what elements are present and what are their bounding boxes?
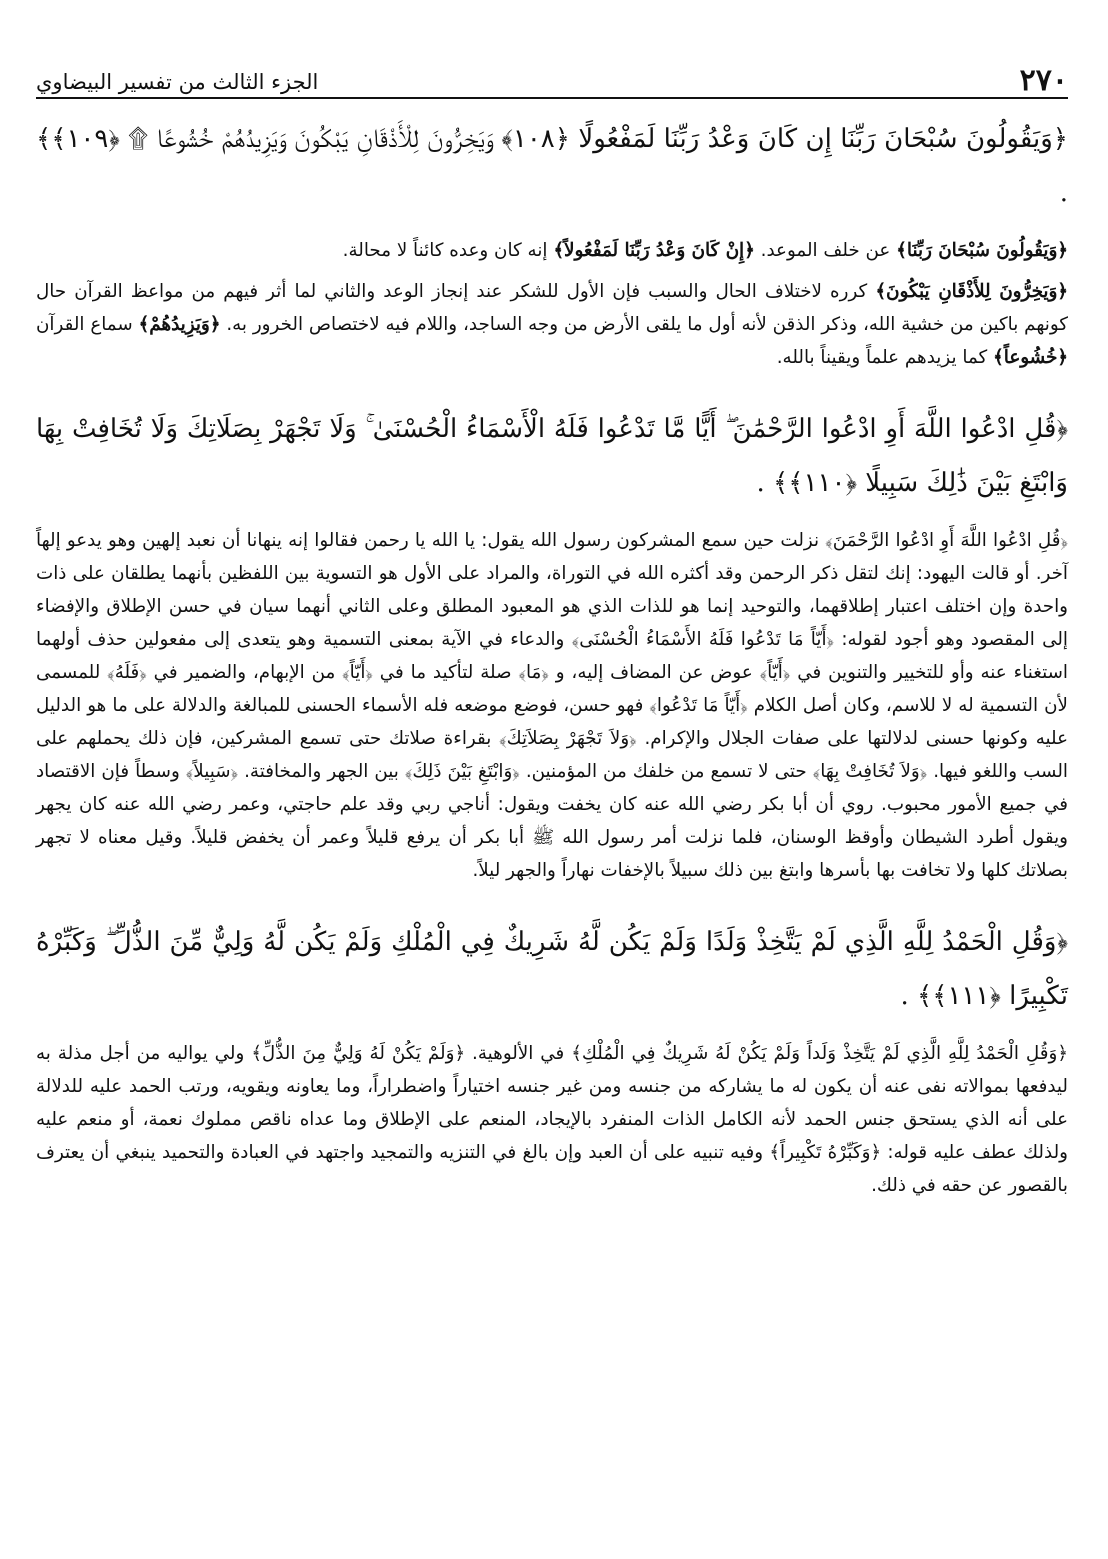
book-title: الجزء الثالث من تفسير البيضاوي <box>36 70 319 94</box>
commentary-paragraph <box>36 275 1068 374</box>
quoted-verse: ﴿وَيَزِيدُهُمْ﴾ <box>138 314 221 335</box>
commentary-text: سماع القرآن <box>36 314 139 335</box>
quoted-verse: ﴿خُشُوعاً﴾ <box>993 347 1068 368</box>
page-header <box>36 52 1068 96</box>
page-number: ٢٧٠ <box>1019 63 1068 98</box>
page-content <box>36 112 1068 1210</box>
quran-verse-111: ﴿وَقُلِ الْحَمْدُ لِلَّهِ الَّذِي لَمْ يَتَّخِذْ وَلَدًا وَلَمْ يَكُن لَّهُ شَرِيكٌ فِي الْمُلْكِ وَلَمْ يَكُن لَّهُ وَلِيٌّ مِّنَ الذُّلِّ ۖ وَكَبِّرْهُ تَكْبِيرًا ﴿١١١﴾﴾ . <box>36 927 1068 1011</box>
commentary-paragraph-110: ﴿قُلِ ادْعُوا اللَّهَ أَوِ ادْعُوا الرَّحْمَنَ﴾ نزلت حين سمع المشركون رسول الله يقول: يا الله يا رحمن فقالوا إنه ينهانا أن نعبد إلهين وهو يدعو إلهاً آخر. أو قالت اليهود: إنك لتقل ذكر الرحمن وقد أكثره الله في التوراة، والمراد على الأول هو التسوية بين اللفظين بأنهما يطلقان على ذات واحدة وإن اختلف اعتبار إطلاقهما، والتوحيد إنما هو للذات الذي هو المعبود المطلق وعلى الثاني أنهما سيان في حسن الإطلاق والإفضاء إلى المقصود وهو أجود لقوله: ﴿أَيّاً مَا تَدْعُوا فَلَهُ الأَسْمَاءُ الْحُسْنَى﴾ والدعاء في الآية بمعنى التسمية وهو يتعدى إلى مفعولين حذف أولهما استغناء عنه وأو للتخيير والتنوين في ﴿أَيّاً﴾ عوض عن المضاف إليه، و ﴿مَا﴾ صلة لتأكيد ما في ﴿أَيّاً﴾ من الإبهام، والضمير في ﴿فَلَهُ﴾ للمسمى لأن التسمية له لا للاسم، وكان أصل الكلام ﴿أَيّاً مَا تَدْعُوا﴾ فهو حسن، فوضع موضعه فله الأسماء الحسنى للمبالغة والدلالة على ما هو الدليل عليه وكونها حسنى لدلالتها على صفات الجلال والإكرام. ﴿وَلاَ تَجْهَرْ بِصَلاَتِكَ﴾ بقراءة صلاتك حتى تسمع المشركين، فإن ذلك يحملهم على السب واللغو فيها. ﴿وَلاَ تُخَافِتْ بِهَا﴾ حتى لا تسمع من خلفك من المؤمنين. ﴿وَابْتَغِ بَيْنَ ذَلِكَ﴾ بين الجهر والمخافتة. ﴿سَبِيلاً﴾ وسطاً فإن الاقتصاد في جميع الأمور محبوب. روي أن أبا بكر رضي الله عنه كان يخفت ويقول: أناجي ربي وقد علم حاجتي، وعمر رضي الله عنه كان يجهر ويقول أطرد الشيطان وأوقظ الوسنان، فلما نزلت أمر رسول الله ﷺ أبا بكر أن يرفع قليلاً وعمر أن يخفض قليلاً. وقيل معناه لا تجهر بصلاتك كلها ولا تخافت بها بأسرها وابتغ بين ذلك سبيلاً بالإخفات نهاراً والجهر ليلاً. <box>36 530 1068 881</box>
quoted-verse: ﴿إِنْ كَانَ وَعْدُ رَبِّنَا لَمَفْعُولاً﴾ <box>553 240 755 261</box>
quran-verse-108-109: ﴿وَيَقُولُونَ سُبْحَانَ رَبِّنَا إِن كَانَ وَعْدُ رَبِّنَا لَمَفْعُولًا ﴿١٠٨﴾ وَيَخِرُّونَ لِلْأَذْقَانِ يَبْكُونَ وَيَزِيدُهُمْ خُشُوعًا ۩ ﴿١٠٩﴾﴾ . <box>36 124 1069 208</box>
commentary-paragraph-111: ﴿وَقُلِ الْحَمْدُ لِلَّهِ الَّذِي لَمْ يَتَّخِذْ وَلَداً وَلَمْ يَكُنْ لَهُ شَرِيكٌ فِي الْمُلْكِ﴾ في الألوهية. ﴿وَلَمْ يَكُنْ لَهُ وَلِيٌّ مِنَ الذُّلِّ﴾ ولي يواليه من أجل مذلة به ليدفعها بموالاته نفى عنه أن يكون له ما يشاركه من جنسه ومن غير جنسه اختياراً واضطراراً، وما يعاونه ويقويه، ورتب الحمد عليه للدلالة على أنه الذي يستحق جنس الحمد لأنه الكامل الذات المنفرد بالإيجاد، المنعم على الإطلاق وما عداه ناقص مملوك نعمة، أو منعم عليه ولذلك عطف عليه قوله: ﴿وَكَبِّرْهُ تَكْبِيراً﴾ وفيه تنبيه على أن العبد وإن بالغ في التنزيه والتمجيد واجتهد في العبادة والتحميد ينبغي أن يعترف بالقصور عن حقه في ذلك. <box>36 1043 1068 1196</box>
quoted-verse: ﴿وَيَقُولُونَ سُبْحَانَ رَبِّنَا﴾ <box>896 240 1068 261</box>
quoted-verse: ﴿وَيَخِرُّونَ لِلأَذْقَانِ يَبْكُونَ﴾ <box>875 281 1068 302</box>
header-rule <box>36 97 1068 99</box>
quran-verse-110: ﴿قُلِ ادْعُوا اللَّهَ أَوِ ادْعُوا الرَّحْمَٰنَ ۖ أَيًّا مَّا تَدْعُوا فَلَهُ الْأَسْمَاءُ الْحُسْنَىٰ ۚ وَلَا تَجْهَرْ بِصَلَاتِكَ وَلَا تُخَافِتْ بِهَا وَابْتَغِ بَيْنَ ذَٰلِكَ سَبِيلًا ﴿١١٠﴾﴾ . <box>36 414 1068 498</box>
commentary-text: عن خلف الموعد. <box>754 240 897 261</box>
commentary-paragraph <box>36 234 1068 267</box>
commentary-text: كما يزيدهم علماً ويقيناً بالله. <box>776 347 994 368</box>
commentary-text: إنه كان وعده كائناً لا محالة. <box>342 240 554 261</box>
commentary-text: كرره لاختلاف الحال والسبب فإن الأول للشكر عند إنجاز الوعد والثاني لما أثر فيهم من مواعظ القرآن حال كونهم باكين من خشية الله، وذكر الذقن لأنه أول ما يلقى الأرض من وجه الساجد، واللام فيه لاختصاص الخرور به. <box>36 281 1068 335</box>
